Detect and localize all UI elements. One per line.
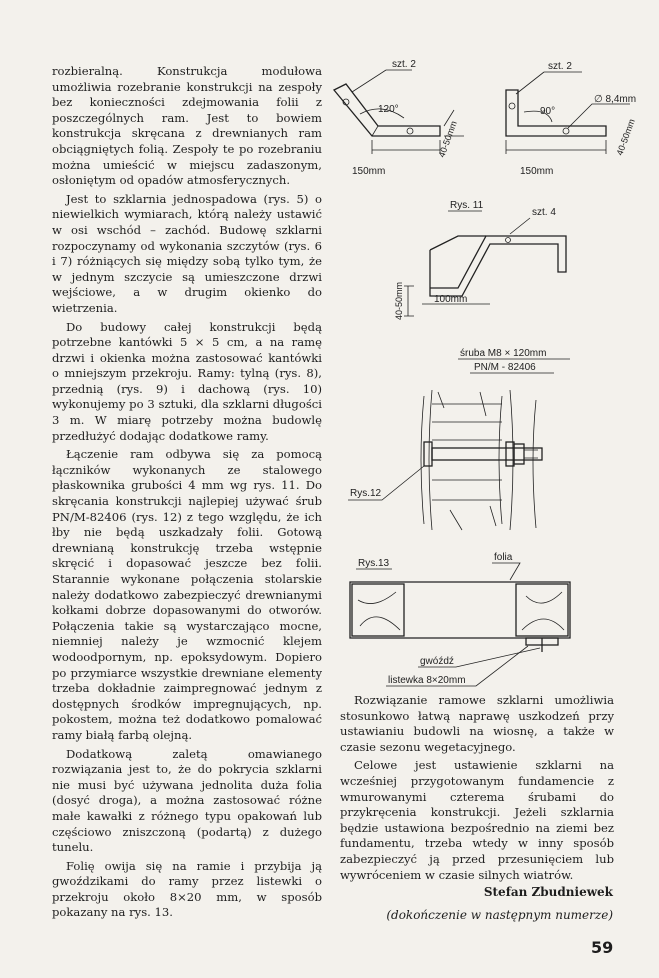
paragraph: rozbieralną. Konstrukcja modułowa umożliwia rozebranie konstrukcji na zespoły bez konieczności zdejmowania folii z poszczególnych ram. Jest to bowiem konstrukcja skręcana z drewnianych ram obciągniętych folią. Zespoły te po rozebraniu można umieścić w miejscu zadaszonym, osłoniętym od opadów atmosferycznych. — [52, 64, 322, 188]
paragraph: Do budowy całej konstrukcji będą potrzebne kantówki 5 × 5 cm, a na ramę drzwi i okienka można zastosować kantówki o mniejszym przekroju. Ramy: tylną (rys. 8), przednią (rys. 9) i dachową (rys. 10) wykonujemy po 3 sztuki, dla szklarni długości 3 m. W miarę potrzeby można budowlę przedłużyć dodając dodatkowe ramy. — [52, 319, 322, 443]
text-column-right — [340, 693, 614, 886]
angle-label: 120° — [378, 104, 399, 115]
quantity-label: szt. 4 — [532, 207, 556, 218]
height-label: 40-50mm — [394, 281, 404, 320]
rys13-drawing — [350, 552, 570, 686]
length-label: 150mm — [352, 166, 386, 177]
hole-diameter-label: ∅ 8,4mm — [594, 94, 637, 105]
paragraph: Rozwiązanie ramowe szklarni umożliwia stosunkowo łatwą naprawę uszkodzeń przy ustawianiu budowli na wiosnę, a także w czasie sezonu wegetacyjnego. — [340, 693, 614, 754]
nail-label: gwóźdź — [420, 656, 454, 667]
rys12-drawing — [348, 348, 570, 530]
author-signature: Stefan Zbudniewek — [483, 885, 613, 899]
batten-label: listewka 8×20mm — [388, 675, 466, 686]
width-label: 40-50mm — [614, 117, 637, 157]
continuation-note: (dokończenie w następnym numerze) — [386, 908, 613, 922]
paragraph: Dodatkową zaletą omawianego rozwiązania jest to, że do pokrycia szklarni nie musi być używana jednolita duża folia (dosyć droga), a można zastosować różne małe kawałki z różnego typu opakowań lub częściowo zniszczoną (podartą) z dużego tunelu. — [52, 746, 322, 855]
text-column-left — [52, 64, 322, 924]
paragraph: Łączenie ram odbywa się za pomocą łączników wykonanych ze stalowego płaskownika grubości 4 mm wg rys. 11. Do skręcania konstrukcji najlepiej używać śrub PN/M-82406 (rys. 12) z tego względu, że ich łby nie będą uszkadzały folii. Gotową drewnianą konstrukcję trzeba wstępnie skręcić i dopasować jeszcze bez folii. Starannie wykonane połączenia stolarskie należy dodatkowo zabezpieczyć drewnianymi kołkami dobrze dopasowanymi do otworów. Połączenia takie są wystarczająco mocne, niemniej należy je wzmocnić klejem wodoodpornym, np. epoksydowym. Dopiero po przymiarce wszystkie drewniane elementy trzeba dokładnie zaimpregnować jednym z dostępnych środków impregnujących, np. pokostem, można też dodatkowo pomalować ramy białą farbą olejną. — [52, 447, 322, 742]
width-label: 40-50mm — [436, 119, 459, 159]
figure-label: Rys.13 — [358, 558, 390, 569]
page-number: 59 — [591, 938, 614, 957]
width-label: 100mm — [434, 294, 468, 305]
bolt-label: śruba M8 × 120mm — [460, 348, 547, 359]
paragraph: Celowe jest ustawienie szklarni na wcześniej przygotowanym fundamencie z wmurowanymi czterema śrubami do przykręcenia konstrukcji. Jeżeli szklarnia będzie ustawiona bezpośrednio na ziemi bez fundamentu, trzeba wtedy w inny sposób zabezpieczyć ją przed przesunięciem lub wywróceniem w czasie silnych wiatrów. — [340, 758, 614, 882]
bracket-90-drawing — [506, 61, 637, 177]
standard-label: PN/M - 82406 — [474, 362, 536, 373]
technical-drawings — [330, 40, 659, 690]
rys11-drawing — [394, 200, 566, 320]
paragraph: Jest to szklarnia jednospadowa (rys. 5) o niewielkich wymiarach, którą należy ustawić w osi wschód – zachód. Budowę szklarni rozpoczynamy od wykonania szczytów (rys. 6 i 7) różniących się między sobą tylko tym, że w jednym szczycie są umieszczone drzwi wejściowe, a w drugim okienko do wietrzenia. — [52, 191, 322, 315]
bracket-120-drawing — [334, 59, 464, 177]
figure-label: Rys. 11 — [450, 200, 484, 211]
quantity-label: szt. 2 — [548, 61, 572, 72]
figure-label: Rys.12 — [350, 488, 382, 499]
angle-label: 90° — [540, 106, 556, 117]
quantity-label: szt. 2 — [392, 59, 416, 70]
foil-label: folia — [494, 552, 513, 563]
length-label: 150mm — [520, 166, 554, 177]
paragraph: Folię owija się na ramie i przybija ją gwoździkami do ramy przez listewki o przekroju około 8×20 mm, w sposób pokazany na rys. 13. — [52, 858, 322, 920]
